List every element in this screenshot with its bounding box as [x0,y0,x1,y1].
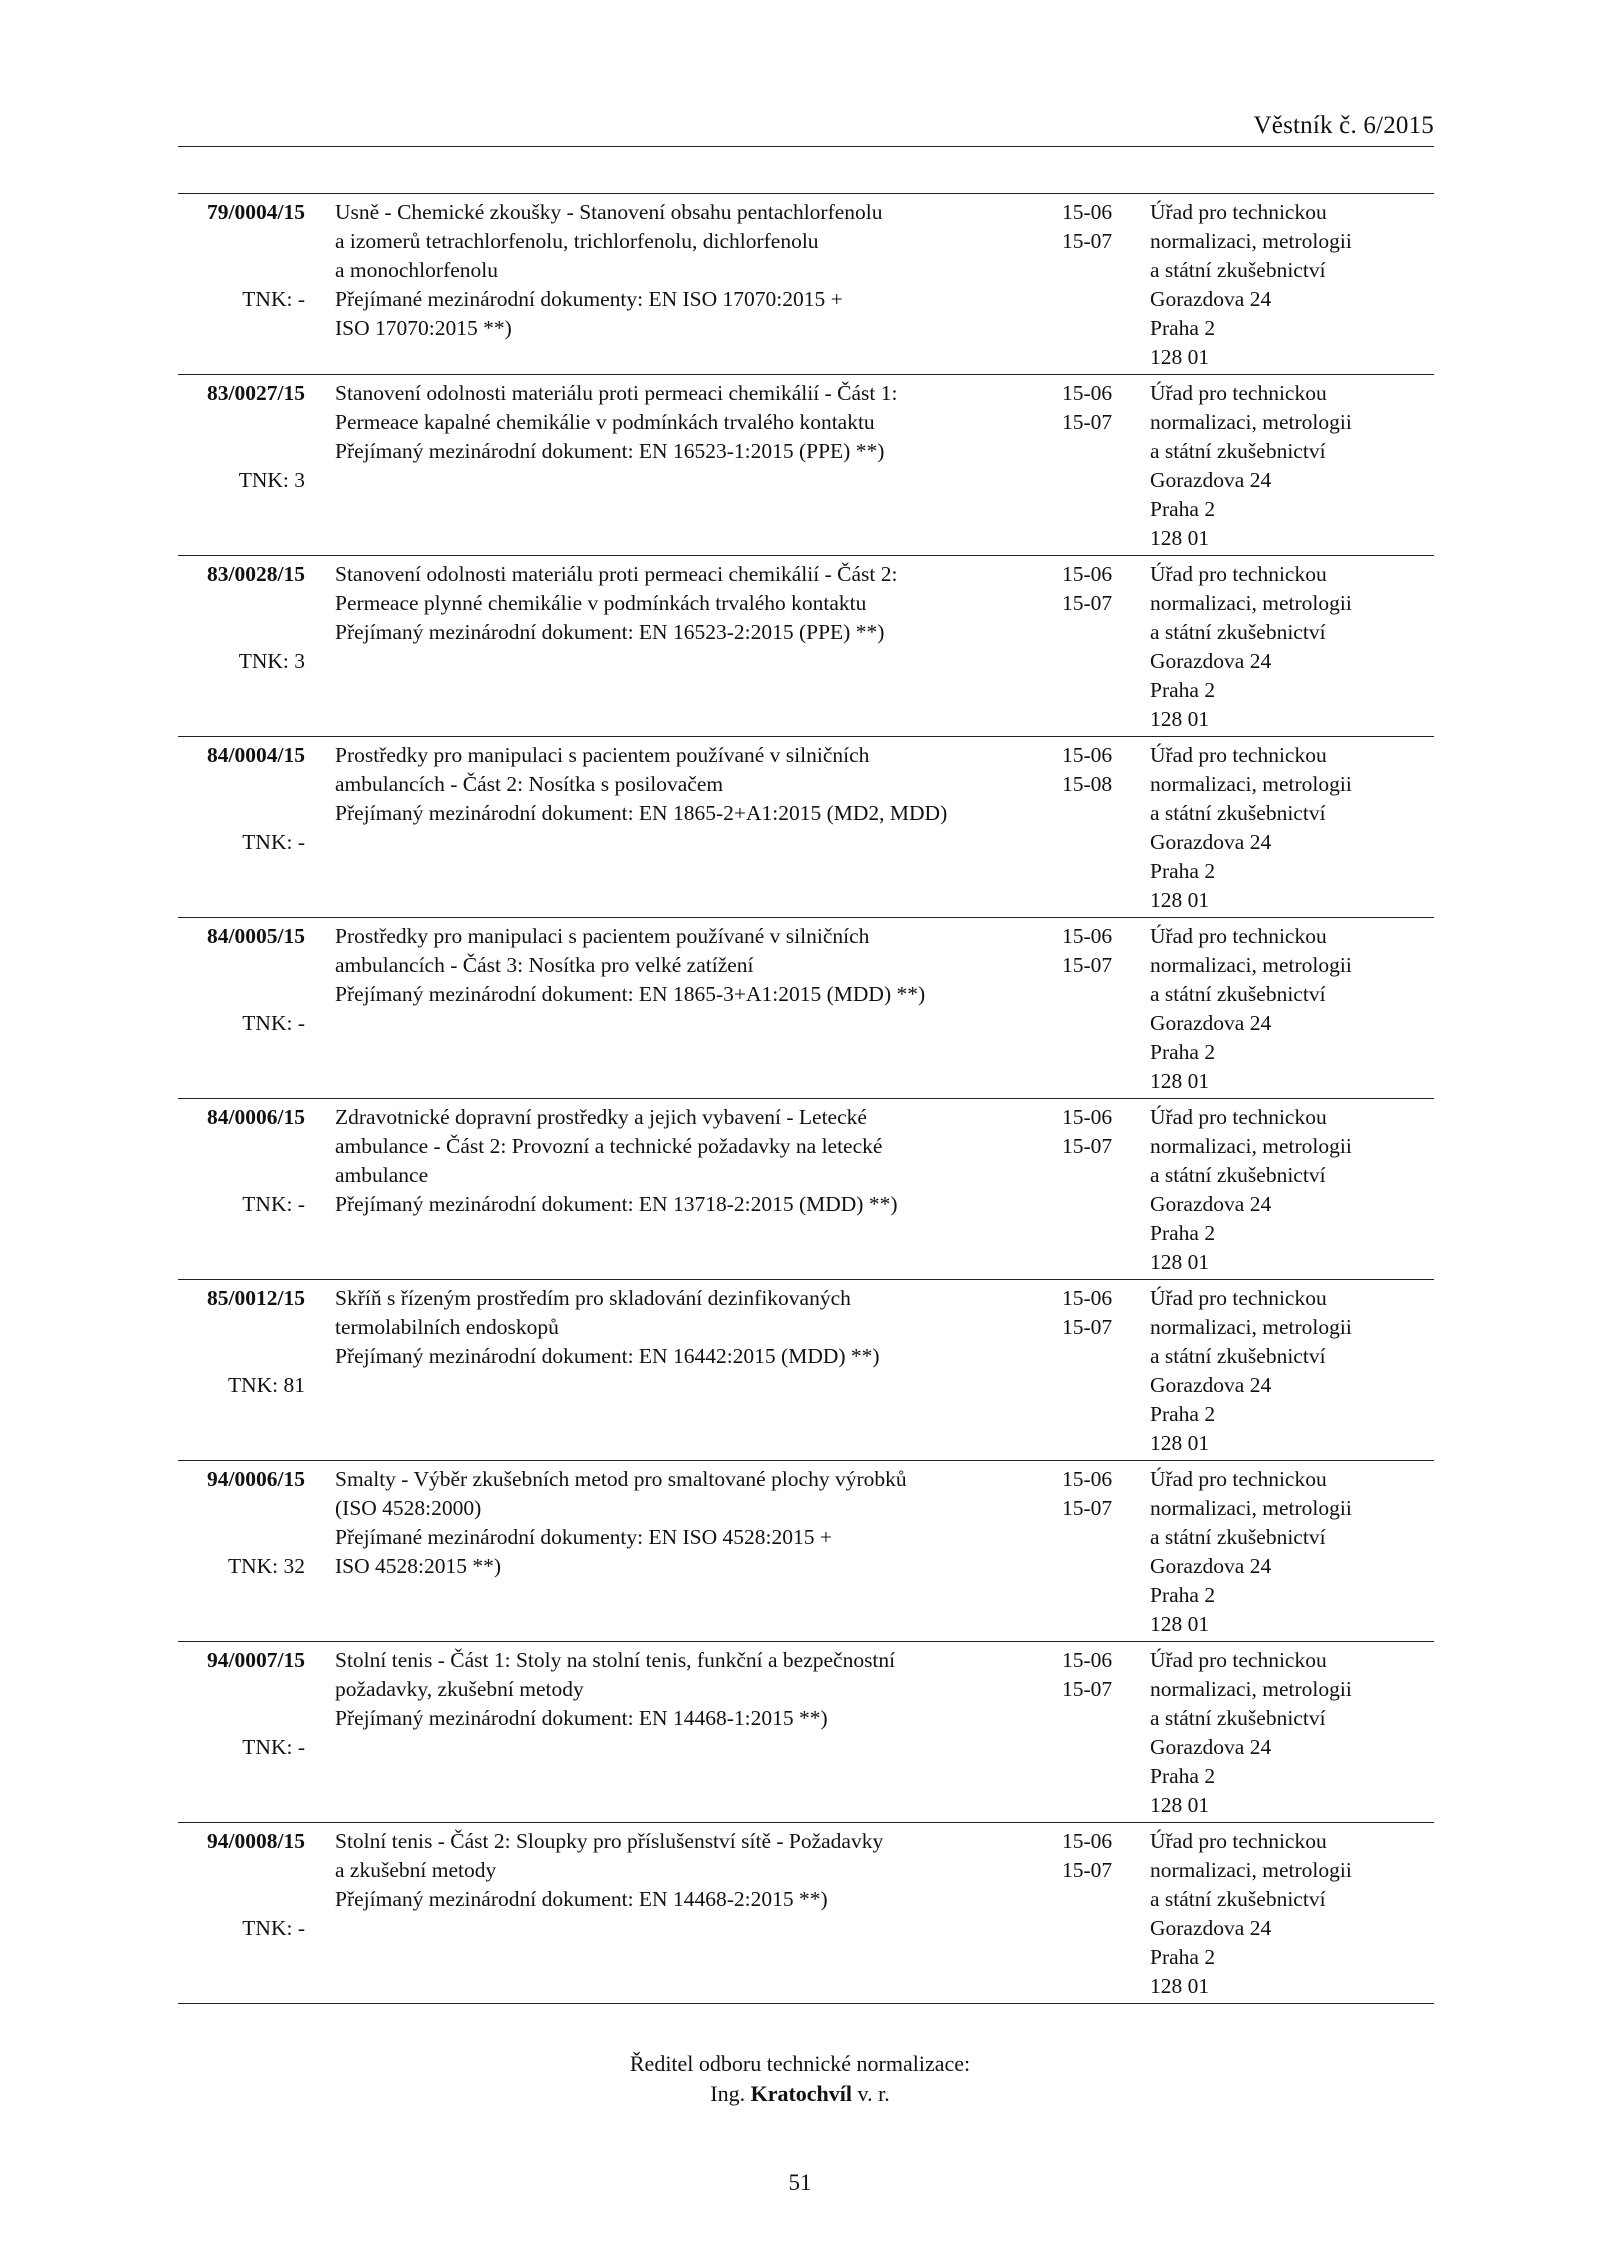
table-row [178,1642,1434,1823]
header-divider [178,146,1434,147]
standard-description-cell [335,379,1035,466]
office-address-line: Praha 2 [1150,1221,1216,1245]
description-line: Přejímaný mezinárodní dokument: EN 13718-2:2015 (MDD) **) [335,1192,898,1216]
tnk-label: TNK: - [242,1735,305,1759]
description-line: Zdravotnické dopravní prostředky a jejich vybavení - Letecké [335,1105,867,1129]
description-line: Přejímaný mezinárodní dokument: EN 16523-1:2015 (PPE) **) [335,439,885,463]
tnk-label: TNK: - [242,1192,305,1216]
office-address-line: Úřad pro technickou [1150,1648,1327,1672]
date-value: 15-06 [1062,743,1113,767]
row-identifier-cell [178,1103,305,1216]
date-value: 15-07 [1062,1134,1113,1158]
office-address-line: Praha 2 [1150,316,1216,340]
signature-block [0,2049,1600,2109]
signature-prefix: Ing. [710,2081,746,2106]
dates-cell [1062,1465,1132,1523]
office-address-line: a státní zkušebnictví [1150,1887,1326,1911]
description-line: Stolní tenis - Část 1: Stoly na stolní tenis, funkční a bezpečnostní [335,1648,896,1672]
office-address-cell [1150,1284,1434,1458]
dates-cell [1062,198,1132,256]
signature-name: Kratochvíl [750,2081,853,2106]
office-address-line: Praha 2 [1150,1945,1216,1969]
standard-code: 83/0028/15 [207,562,305,586]
office-address-line: normalizaci, metrologii [1150,1677,1352,1701]
office-address-line: 128 01 [1150,526,1210,550]
table-row [178,918,1434,1099]
description-line: Smalty - Výběr zkušebních metod pro smaltované plochy výrobků [335,1467,907,1491]
office-address-line: Úřad pro technickou [1150,1467,1327,1491]
page-number: 51 [788,2170,812,2195]
date-value: 15-06 [1062,1648,1113,1672]
row-identifier-cell [178,379,305,492]
office-address-cell [1150,1827,1434,2001]
office-address-line: a státní zkušebnictví [1150,1344,1326,1368]
dates-cell [1062,1284,1132,1342]
office-address-line: Gorazdova 24 [1150,1011,1272,1035]
date-value: 15-07 [1062,410,1113,434]
description-line: ISO 4528:2015 **) [335,1554,502,1578]
description-line: Přejímaný mezinárodní dokument: EN 16523-2:2015 (PPE) **) [335,620,885,644]
date-value: 15-06 [1062,1829,1113,1853]
dates-cell [1062,922,1132,980]
date-value: 15-07 [1062,591,1113,615]
office-address-line: Úřad pro technickou [1150,1829,1327,1853]
office-address-cell [1150,1103,1434,1277]
description-line: Stolní tenis - Část 2: Sloupky pro příslušenství sítě - Požadavky [335,1829,884,1853]
date-value: 15-07 [1062,1677,1113,1701]
office-address-line: a státní zkušebnictví [1150,982,1326,1006]
office-address-line: Gorazdova 24 [1150,1554,1272,1578]
office-address-line: a státní zkušebnictví [1150,620,1326,644]
date-value: 15-06 [1062,200,1113,224]
standard-code: 85/0012/15 [207,1286,305,1310]
description-line: Přejímaný mezinárodní dokument: EN 1865-2+A1:2015 (MD2, MDD) [335,801,948,825]
standard-code: 84/0006/15 [207,1105,305,1129]
date-value: 15-07 [1062,953,1113,977]
description-line: ISO 17070:2015 **) [335,316,512,340]
office-address-cell [1150,560,1434,734]
office-address-line: 128 01 [1150,1250,1210,1274]
date-value: 15-06 [1062,381,1113,405]
dates-cell [1062,1827,1132,1885]
standard-description-cell [335,1646,1035,1733]
office-address-line: Praha 2 [1150,1583,1216,1607]
office-address-line: normalizaci, metrologii [1150,410,1352,434]
date-value: 15-07 [1062,229,1113,253]
office-address-cell [1150,379,1434,553]
office-address-line: Gorazdova 24 [1150,1735,1272,1759]
description-line: ambulance [335,1163,429,1187]
office-address-line: Praha 2 [1150,859,1216,883]
standard-description-cell [335,1284,1035,1371]
office-address-line: normalizaci, metrologii [1150,1134,1352,1158]
dates-cell [1062,1103,1132,1161]
office-address-line: normalizaci, metrologii [1150,953,1352,977]
office-address-line: Praha 2 [1150,1040,1216,1064]
office-address-line: Praha 2 [1150,678,1216,702]
description-line: Prostředky pro manipulaci s pacientem používané v silničních [335,743,870,767]
description-line: Přejímané mezinárodní dokumenty: EN ISO 17070:2015 + [335,287,843,311]
row-identifier-cell [178,741,305,854]
date-value: 15-06 [1062,1286,1113,1310]
office-address-line: normalizaci, metrologii [1150,1496,1352,1520]
table-row [178,1280,1434,1461]
office-address-line: Gorazdova 24 [1150,1373,1272,1397]
office-address-cell [1150,1646,1434,1820]
date-value: 15-06 [1062,924,1113,948]
standard-description-cell [335,560,1035,647]
signature-name-line [0,2079,1600,2109]
office-address-line: Praha 2 [1150,497,1216,521]
office-address-line: Úřad pro technickou [1150,1105,1327,1129]
office-address-line: 128 01 [1150,345,1210,369]
table-row [178,737,1434,918]
date-value: 15-07 [1062,1315,1113,1339]
office-address-line: Úřad pro technickou [1150,381,1327,405]
standard-code: 79/0004/15 [207,200,305,224]
office-address-line: normalizaci, metrologii [1150,772,1352,796]
description-line: a zkušební metody [335,1858,497,1882]
office-address-line: Gorazdova 24 [1150,468,1272,492]
table-row [178,1461,1434,1642]
row-identifier-cell [178,1827,305,1940]
office-address-line: 128 01 [1150,1612,1210,1636]
standard-code: 84/0004/15 [207,743,305,767]
tnk-label: TNK: - [242,830,305,854]
row-identifier-cell [178,560,305,673]
office-address-line: Úřad pro technickou [1150,743,1327,767]
row-identifier-cell [178,1284,305,1397]
office-address-line: Praha 2 [1150,1402,1216,1426]
dates-cell [1062,741,1132,799]
office-address-line: Úřad pro technickou [1150,1286,1327,1310]
office-address-line: a státní zkušebnictví [1150,1163,1326,1187]
standard-description-cell [335,1103,1035,1219]
office-address-line: 128 01 [1150,1793,1210,1817]
office-address-line: normalizaci, metrologii [1150,1315,1352,1339]
office-address-cell [1150,741,1434,915]
table-row [178,1099,1434,1280]
description-line: Prostředky pro manipulaci s pacientem používané v silničních [335,924,870,948]
office-address-line: normalizaci, metrologii [1150,591,1352,615]
office-address-line: normalizaci, metrologii [1150,1858,1352,1882]
office-address-line: Úřad pro technickou [1150,924,1327,948]
description-line: termolabilních endoskopů [335,1315,559,1339]
standard-description-cell [335,198,1035,343]
signature-title: Ředitel odboru technické normalizace: [629,2051,971,2076]
date-value: 15-06 [1062,1467,1113,1491]
standard-description-cell [335,1827,1035,1914]
description-line: ambulancích - Část 3: Nosítka pro velké zatížení [335,953,754,977]
description-line: Přejímané mezinárodní dokumenty: EN ISO 4528:2015 + [335,1525,832,1549]
standards-table [178,193,1434,2004]
date-value: 15-07 [1062,1496,1113,1520]
standard-code: 94/0008/15 [207,1829,305,1853]
table-row [178,556,1434,737]
office-address-line: 128 01 [1150,1431,1210,1455]
standard-description-cell [335,1465,1035,1581]
tnk-label: TNK: 3 [238,468,305,492]
table-row [178,375,1434,556]
office-address-line: Úřad pro technickou [1150,200,1327,224]
description-line: a monochlorfenolu [335,258,498,282]
tnk-label: TNK: 81 [227,1373,305,1397]
date-value: 15-07 [1062,1858,1113,1882]
tnk-label: TNK: - [242,1916,305,1940]
office-address-cell [1150,198,1434,372]
date-value: 15-06 [1062,562,1113,586]
table-row [178,194,1434,375]
office-address-line: 128 01 [1150,1974,1210,1998]
description-line: Přejímaný mezinárodní dokument: EN 14468-2:2015 **) [335,1887,828,1911]
office-address-cell [1150,1465,1434,1639]
standard-code: 94/0006/15 [207,1467,305,1491]
standard-description-cell [335,922,1035,1009]
dates-cell [1062,560,1132,618]
page-header-title: Věstník č. 6/2015 [1253,112,1434,139]
office-address-line: Gorazdova 24 [1150,649,1272,673]
date-value: 15-06 [1062,1105,1113,1129]
office-address-cell [1150,922,1434,1096]
date-value: 15-08 [1062,772,1113,796]
office-address-line: 128 01 [1150,1069,1210,1093]
description-line: ambulancích - Část 2: Nosítka s posilovačem [335,772,724,796]
signature-suffix: v. r. [857,2081,890,2106]
table-row [178,1823,1434,2004]
dates-cell [1062,379,1132,437]
office-address-line: a státní zkušebnictví [1150,1706,1326,1730]
standard-code: 94/0007/15 [207,1648,305,1672]
description-line: Skříň s řízeným prostředím pro skladování dezinfikovaných [335,1286,851,1310]
office-address-line: 128 01 [1150,888,1210,912]
tnk-label: TNK: 3 [238,649,305,673]
row-identifier-cell [178,198,305,311]
description-line: Přejímaný mezinárodní dokument: EN 14468-1:2015 **) [335,1706,828,1730]
tnk-label: TNK: 32 [227,1554,305,1578]
row-identifier-cell [178,1646,305,1759]
row-identifier-cell [178,1465,305,1578]
description-line: Permeace plynné chemikálie v podmínkách trvalého kontaktu [335,591,867,615]
tnk-label: TNK: - [242,1011,305,1035]
office-address-line: a státní zkušebnictví [1150,258,1326,282]
office-address-line: 128 01 [1150,707,1210,731]
tnk-label: TNK: - [242,287,305,311]
description-line: Stanovení odolnosti materiálu proti permeaci chemikálií - Část 2: [335,562,898,586]
standard-code: 84/0005/15 [207,924,305,948]
office-address-line: a státní zkušebnictví [1150,1525,1326,1549]
office-address-line: normalizaci, metrologii [1150,229,1352,253]
description-line: Stanovení odolnosti materiálu proti permeaci chemikálií - Část 1: [335,381,898,405]
office-address-line: a státní zkušebnictví [1150,439,1326,463]
description-line: Permeace kapalné chemikálie v podmínkách trvalého kontaktu [335,410,875,434]
description-line: ambulance - Část 2: Provozní a technické požadavky na letecké [335,1134,883,1158]
office-address-line: Úřad pro technickou [1150,562,1327,586]
office-address-line: a státní zkušebnictví [1150,801,1326,825]
description-line: Přejímaný mezinárodní dokument: EN 1865-3+A1:2015 (MDD) **) [335,982,926,1006]
description-line: požadavky, zkušební metody [335,1677,584,1701]
office-address-line: Gorazdova 24 [1150,830,1272,854]
standard-description-cell [335,741,1035,828]
row-identifier-cell [178,922,305,1035]
office-address-line: Gorazdova 24 [1150,1916,1272,1940]
office-address-line: Gorazdova 24 [1150,1192,1272,1216]
description-line: a izomerů tetrachlorfenolu, trichlorfenolu, dichlorfenolu [335,229,819,253]
dates-cell [1062,1646,1132,1704]
description-line: (ISO 4528:2000) [335,1496,482,1520]
office-address-line: Gorazdova 24 [1150,287,1272,311]
office-address-line: Praha 2 [1150,1764,1216,1788]
description-line: Přejímaný mezinárodní dokument: EN 16442:2015 (MDD) **) [335,1344,880,1368]
description-line: Usně - Chemické zkoušky - Stanovení obsahu pentachlorfenolu [335,200,883,224]
standard-code: 83/0027/15 [207,381,305,405]
